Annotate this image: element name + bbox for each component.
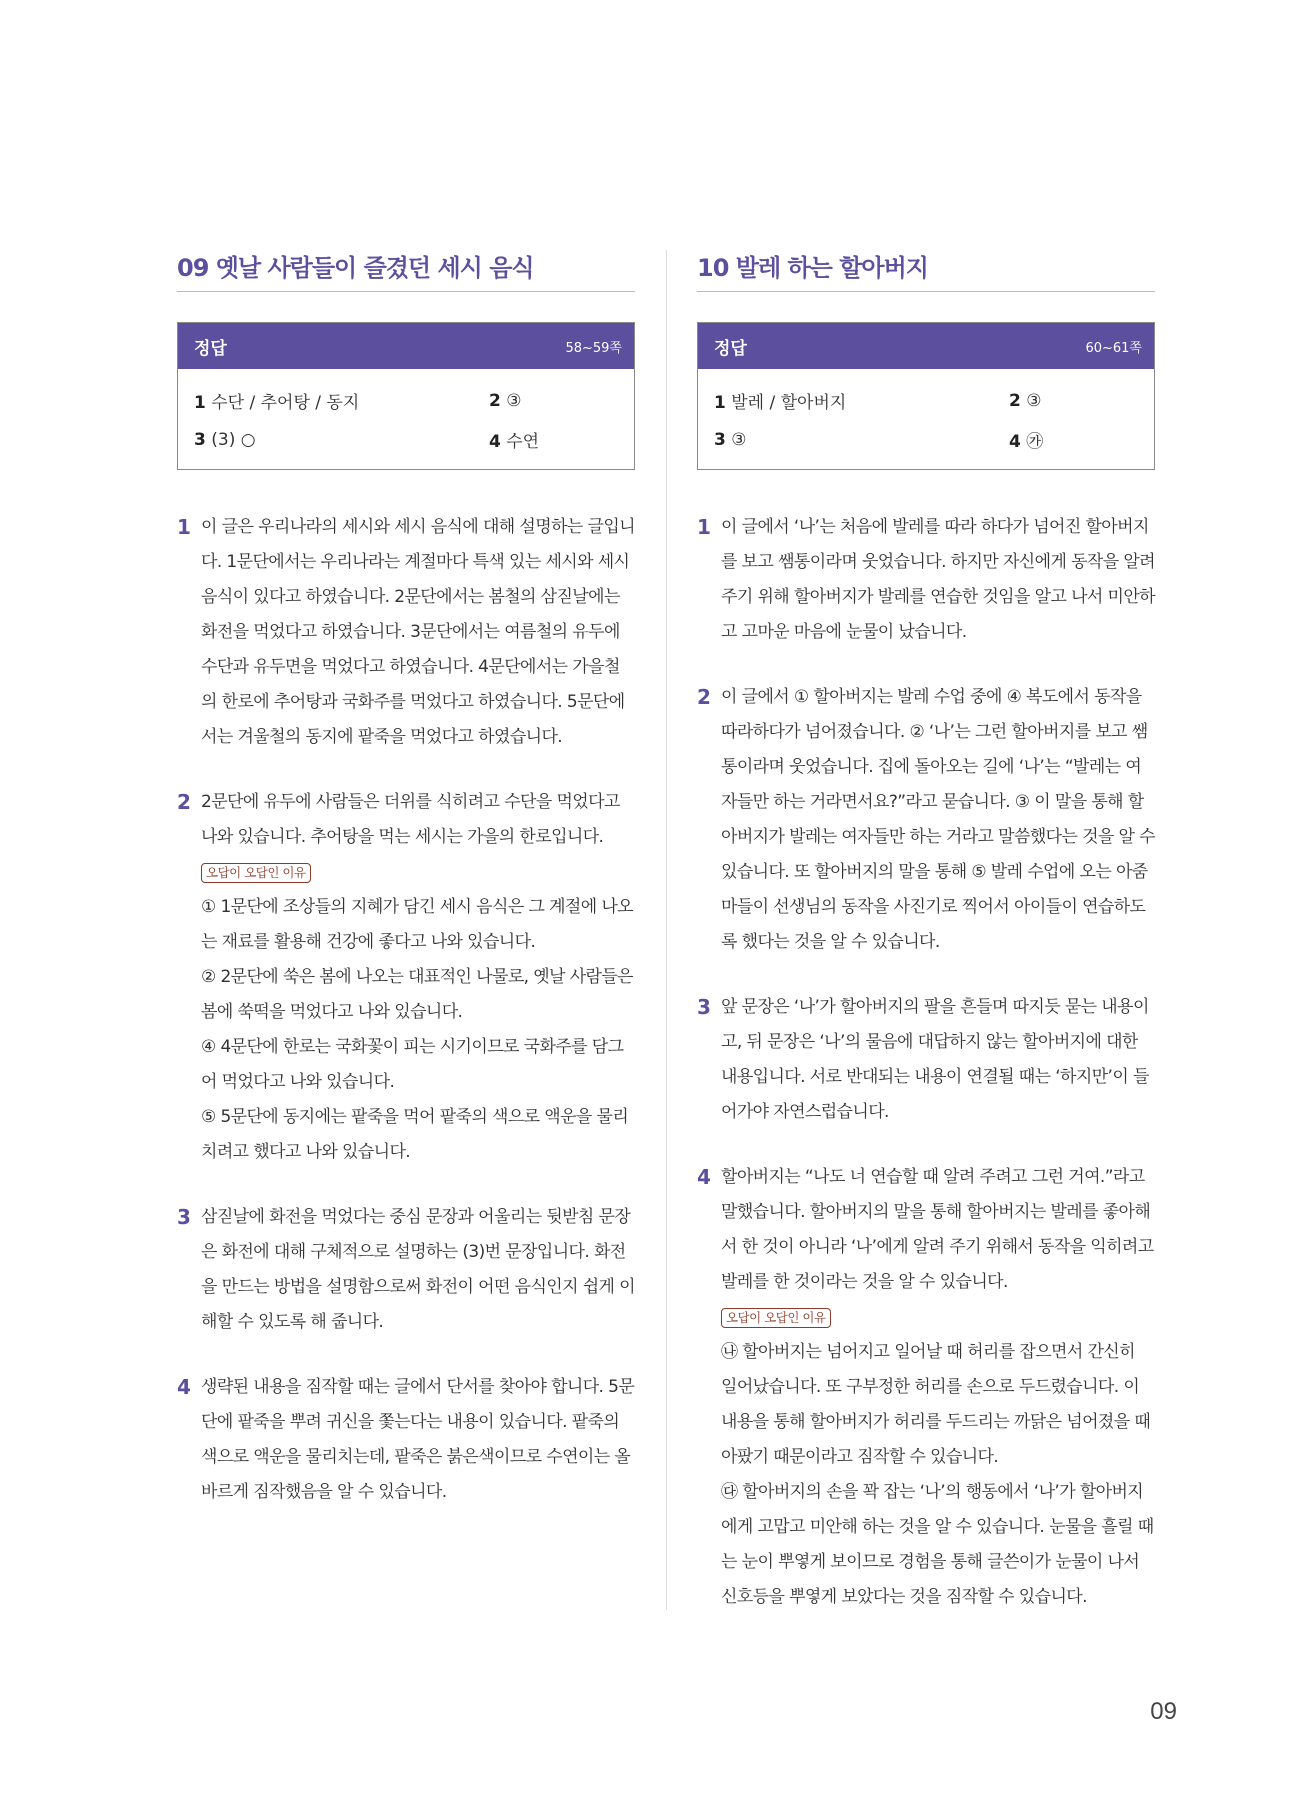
item-number: 1 bbox=[177, 515, 191, 539]
wrong-answer-tag: 오답이 오답인 이유 bbox=[721, 1308, 831, 1328]
note-text: ㉯ 할아버지는 넘어지고 일어날 때 허리를 잡으면서 간신히 일어났습니다. 또 구부정한 허리를 손으로 두드렸습니다. 이 내용을 통해 할아버지가 허리를 두드리는 까닭은 넘어졌을 때 아팠기 때문이라고 짐작할 수 있습니다. bbox=[721, 1342, 1151, 1467]
answer-header bbox=[178, 323, 634, 369]
answer-2: 2 ③ bbox=[1009, 390, 1042, 411]
answer-row bbox=[194, 420, 618, 459]
note-text: ⑤ 5문단에 동지에는 팥죽을 먹어 팥죽의 색으로 액운을 물리치려고 했다고 나와 있습니다. bbox=[201, 1107, 629, 1162]
item-text: 2문단에 유두에 사람들은 더위를 식히려고 수단을 먹었다고 나와 있습니다. 추어탕을 먹는 세시는 가을의 한로입니다. bbox=[201, 792, 620, 847]
page-number: 09 bbox=[1150, 1698, 1177, 1725]
answer-body bbox=[698, 369, 1154, 469]
page-range: 58~59쪽 bbox=[565, 340, 622, 356]
item-text: 삼짇날에 화전을 먹었다는 중심 문장과 어울리는 뒷받침 문장은 화전에 대해 구체적으로 설명하는 (3)번 문장입니다. 화전을 만드는 방법을 설명함으로써 화전이 어떤 음식인지 쉽게 이해할 수 있도록 해 줍니다. bbox=[201, 1207, 635, 1332]
answer-box bbox=[697, 322, 1155, 470]
answer-2: 2 ③ bbox=[489, 390, 522, 411]
answer-1: 1 발레 / 할아버지 bbox=[714, 393, 847, 413]
section-09 bbox=[177, 248, 635, 1540]
section-10 bbox=[697, 248, 1155, 1645]
answer-1: 1 수단 / 추어탕 / 동지 bbox=[194, 393, 360, 413]
explanation-list bbox=[697, 510, 1155, 1615]
column-divider bbox=[666, 250, 667, 1610]
page-range: 60~61쪽 bbox=[1085, 340, 1142, 356]
answer-row bbox=[714, 420, 1138, 459]
section-title: 10 발레 하는 할아버지 bbox=[697, 248, 1155, 292]
explanation-item bbox=[697, 990, 1155, 1130]
answer-label: 정답 bbox=[194, 338, 227, 359]
answer-4: 4 ㉮ bbox=[1009, 432, 1044, 452]
note-text: ② 2문단에 쑥은 봄에 나오는 대표적인 나물로, 옛날 사람들은 봄에 쑥떡을 먹었다고 나와 있습니다. bbox=[201, 967, 633, 1022]
item-text: 이 글은 우리나라의 세시와 세시 음식에 대해 설명하는 글입니다. 1문단에서는 우리나라는 계절마다 특색 있는 세시와 세시 음식이 있다고 하였습니다. 2문단에서는 봄철의 삼짇날에는 화전을 먹었다고 하였습니다. 3문단에서는 여름철의 유두에 수단과 유두면을 먹었다고 하였습니다. 4문단에서는 가을철의 한로에 추어탕과 국화주를 먹었다고 하였습니다. 5문단에서는 겨울철의 동지에 팥죽을 먹었다고 하였습니다. bbox=[201, 517, 635, 747]
item-text: 앞 문장은 ‘나’가 할아버지의 팔을 흔들며 따지듯 묻는 내용이고, 뒤 문장은 ‘나’의 물음에 대답하지 않는 할아버지에 대한 내용입니다. 서로 반대되는 내용이 연결될 때는 ‘하지만’이 들어가야 자연스럽습니다. bbox=[721, 997, 1149, 1122]
item-number: 3 bbox=[697, 995, 711, 1019]
answer-row bbox=[194, 381, 618, 420]
wrong-answer-tag: 오답이 오답인 이유 bbox=[201, 863, 311, 883]
answer-header bbox=[698, 323, 1154, 369]
item-number: 4 bbox=[177, 1375, 191, 1399]
answer-row bbox=[714, 381, 1138, 420]
item-number: 1 bbox=[697, 515, 711, 539]
note-text: ④ 4문단에 한로는 국화꽃이 피는 시기이므로 국화주를 담그어 먹었다고 나와 있습니다. bbox=[201, 1037, 624, 1092]
explanation-list bbox=[177, 510, 635, 1510]
answer-3: 3 (3) ○ bbox=[194, 429, 256, 450]
answer-label: 정답 bbox=[714, 338, 747, 359]
item-text: 생략된 내용을 짐작할 때는 글에서 단서를 찾아야 합니다. 5문단에 팥죽을 뿌려 귀신을 쫓는다는 내용이 있습니다. 팥죽의 색으로 액운을 물리치는데, 팥죽은 붉은색이므로 수연이는 올바르게 짐작했음을 알 수 있습니다. bbox=[201, 1377, 635, 1502]
explanation-item bbox=[697, 510, 1155, 650]
explanation-item bbox=[177, 1200, 635, 1340]
item-text: 이 글에서 ‘나’는 처음에 발레를 따라 하다가 넘어진 할아버지를 보고 쌤통이라며 웃었습니다. 하지만 자신에게 동작을 알려 주기 위해 할아버지가 발레를 연습한 것임을 알고 나서 미안하고 고마운 마음에 눈물이 났습니다. bbox=[721, 517, 1155, 642]
item-number: 2 bbox=[697, 685, 711, 709]
section-title: 09 옛날 사람들이 즐겼던 세시 음식 bbox=[177, 248, 635, 292]
note-text: ㉰ 할아버지의 손을 꽉 잡는 ‘나’의 행동에서 ‘나’가 할아버지에게 고맙고 미안해 하는 것을 알 수 있습니다. 눈물을 흘릴 때는 눈이 뿌옇게 보이므로 경험을 통해 글쓴이가 눈물이 나서 신호등을 뿌옇게 보았다는 것을 짐작할 수 있습니다. bbox=[721, 1482, 1154, 1607]
answer-3: 3 ③ bbox=[714, 429, 747, 450]
explanation-item bbox=[177, 1370, 635, 1510]
item-text: 할아버지는 “나도 너 연습할 때 알려 주려고 그런 거여.”라고 말했습니다. 할아버지의 말을 통해 할아버지는 발레를 좋아해서 한 것이 아니라 ‘나’에게 알려 주기 위해서 동작을 익히려고 발레를 한 것이라는 것을 알 수 있습니다. bbox=[721, 1167, 1154, 1292]
explanation-item bbox=[177, 785, 635, 1170]
note-text: ① 1문단에 조상들의 지혜가 담긴 세시 음식은 그 계절에 나오는 재료를 활용해 건강에 좋다고 나와 있습니다. bbox=[201, 897, 633, 952]
item-text: 이 글에서 ① 할아버지는 발레 수업 중에 ④ 복도에서 동작을 따라하다가 넘어졌습니다. ② ‘나’는 그런 할아버지를 보고 쌤통이라며 웃었습니다. 집에 돌아오는 길에 ‘나’는 “발레는 여자들만 하는 거라면서요?”라고 묻습니다. ③ 이 말을 통해 할아버지가 발레는 여자들만 하는 거라고 말씀했다는 것을 알 수 있습니다. 또 할아버지의 말을 통해 ⑤ 발레 수업에 오는 아줌마들이 선생님의 동작을 사진기로 찍어서 아이들이 연습하도록 했다는 것을 알 수 있습니다. bbox=[721, 687, 1155, 952]
explanation-item bbox=[697, 680, 1155, 960]
item-number: 4 bbox=[697, 1165, 711, 1189]
explanation-item bbox=[177, 510, 635, 755]
explanation-item bbox=[697, 1160, 1155, 1615]
answer-box bbox=[177, 322, 635, 470]
item-number: 3 bbox=[177, 1205, 191, 1229]
item-number: 2 bbox=[177, 790, 191, 814]
answer-body bbox=[178, 369, 634, 469]
answer-4: 4 수연 bbox=[489, 432, 540, 452]
